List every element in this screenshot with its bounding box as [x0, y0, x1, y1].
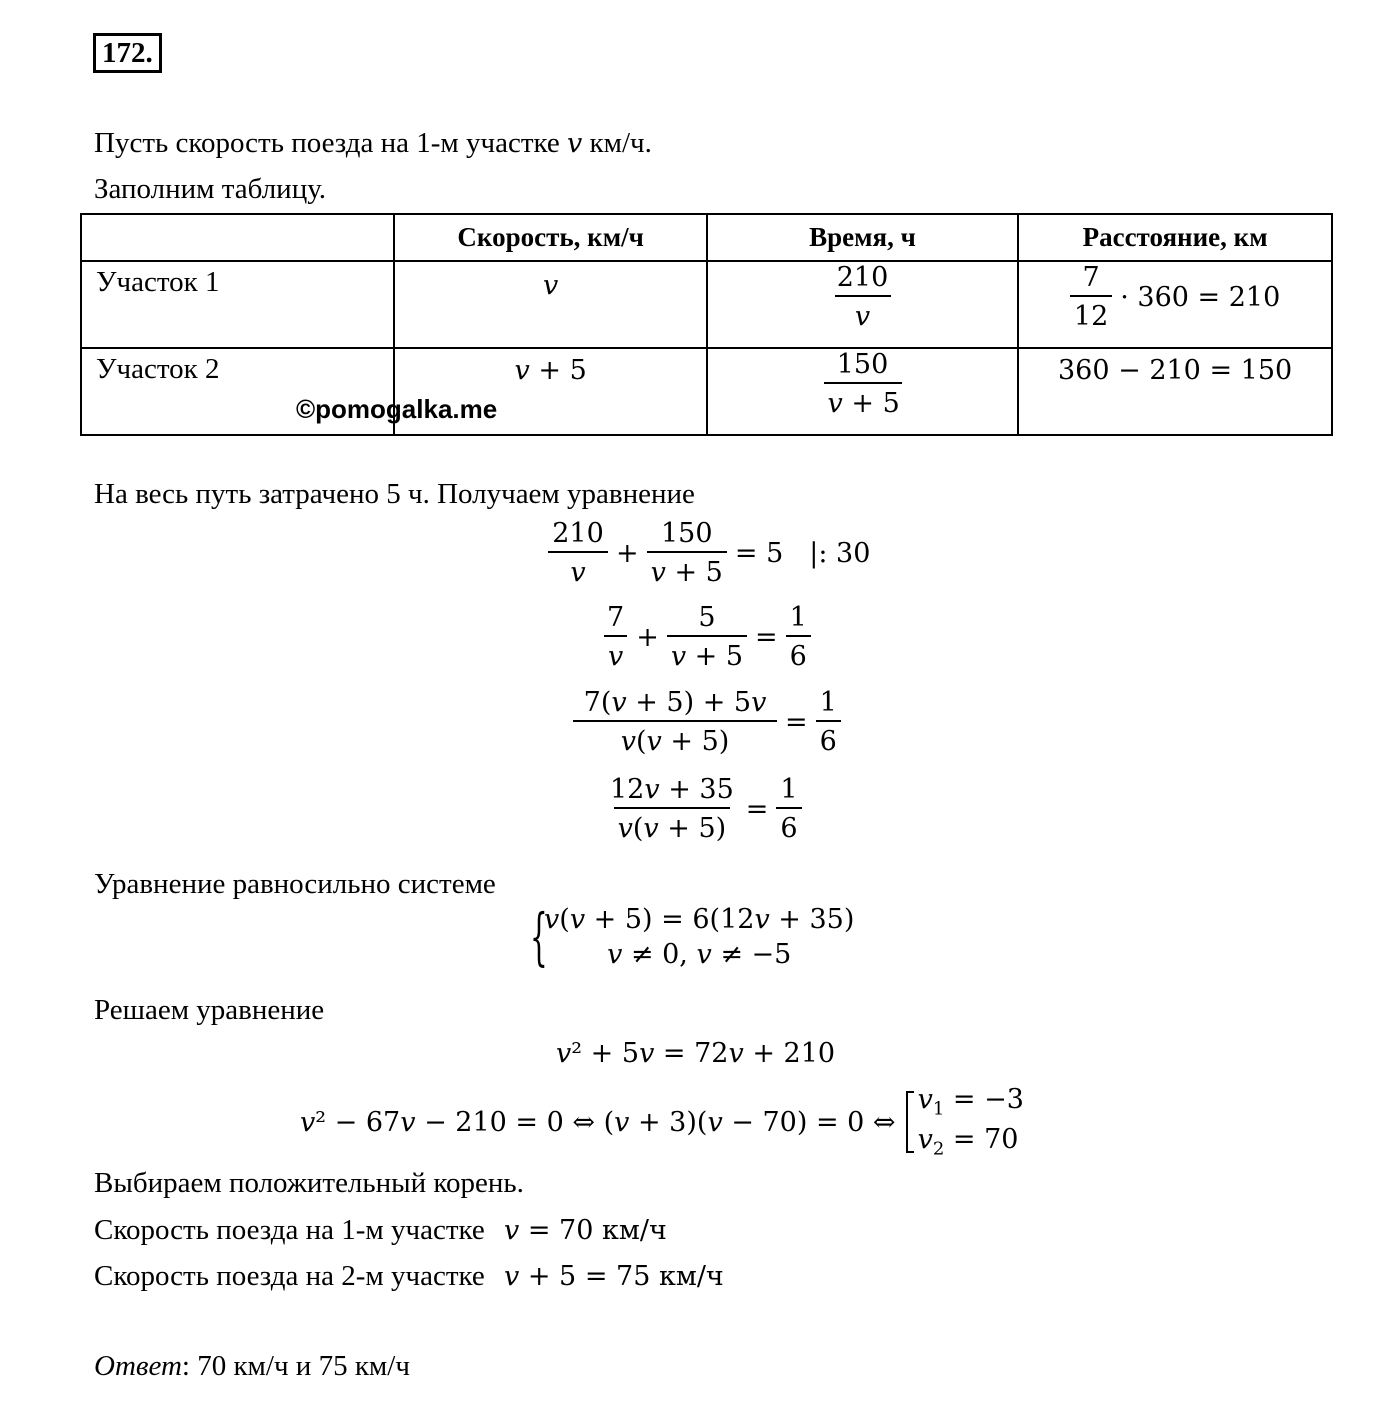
row1-time-fraction — [833, 264, 893, 330]
eq2-fraction-b — [667, 604, 747, 670]
table-header-time: Время, ч — [707, 214, 1018, 261]
answer-label: Ответ — [94, 1350, 182, 1382]
eq3-rhs-fraction — [816, 689, 841, 755]
row1-time-numerator: 210 — [836, 262, 889, 293]
eq2-rhs-fraction — [786, 604, 811, 670]
eq4-rhs-fraction — [776, 776, 801, 842]
eq1-rhs: = 5 — [734, 537, 784, 569]
speed-2-value: v + 5 = 75 км/ч — [504, 1261, 724, 1292]
equation-6-main: v² − 67v − 210 = 0 ⇔ (v + 3)(v − 70) = 0 ⇔ — [300, 1106, 896, 1138]
intro-line-2: Заполним таблицу. — [94, 173, 327, 205]
row1-distance-numerator: 7 — [1082, 262, 1100, 293]
system-brace-icon: { — [530, 900, 548, 973]
eq1-fraction-a — [548, 520, 608, 586]
eq2-equals: = — [755, 621, 778, 653]
speed-1-line — [94, 1213, 667, 1247]
row2-time-numerator: 150 — [836, 349, 889, 380]
system-line: Уравнение равносильно системе — [94, 868, 496, 900]
equation-6 — [300, 1086, 1024, 1159]
solve-line: Решаем уравнение — [94, 994, 325, 1026]
root-1: $v_1 = -3$ — [917, 1084, 1024, 1120]
eq4-fraction — [606, 776, 738, 842]
equation-1 — [548, 520, 870, 586]
eq1-a-numerator: 210 — [552, 518, 604, 549]
row1-distance-fraction — [1070, 264, 1112, 330]
eq2-b-denominator: v + 5 — [667, 635, 747, 670]
eq1-a-denominator: v — [548, 551, 608, 586]
row1-time-denominator: v — [835, 295, 891, 330]
total-time-line: На весь путь затрачено 5 ч. Получаем уравнение — [94, 478, 695, 510]
eq3-rhs-denominator: 6 — [816, 720, 841, 755]
eq3-fraction — [573, 689, 777, 755]
row1-label: Участок 1 — [81, 261, 394, 348]
table-row — [81, 261, 1332, 348]
row2-time-fraction — [824, 351, 902, 417]
roots — [918, 1086, 1024, 1159]
eq3-equals: = — [785, 706, 808, 738]
table-row — [81, 348, 1332, 435]
eq3-numerator: 7(v + 5) + 5v — [583, 687, 767, 718]
system-lines — [544, 906, 854, 968]
problem-number: 172. — [93, 33, 162, 73]
row1-time-cell — [707, 261, 1018, 348]
equation-system — [530, 900, 855, 973]
system-line-1: v(v + 5) = 6(12v + 35) — [544, 904, 855, 935]
equation-3 — [573, 689, 841, 755]
eq4-rhs-numerator: 1 — [780, 774, 798, 805]
table-header-speed: Скорость, км/ч — [394, 214, 706, 261]
row2-distance-cell — [1018, 348, 1332, 435]
eq4-rhs-denominator: 6 — [776, 807, 801, 842]
speed-2-line — [94, 1259, 724, 1293]
eq2-b-numerator: 5 — [698, 602, 716, 633]
row1-distance-denominator: 12 — [1070, 295, 1112, 330]
roots-bracket-icon — [906, 1091, 914, 1153]
intro-variable: v — [567, 128, 583, 159]
row1-distance — [1019, 264, 1331, 330]
root-2: $v_2 = 70$ — [917, 1124, 1019, 1160]
eq2-fraction-a — [603, 604, 628, 670]
answer-line — [94, 1349, 410, 1383]
choose-line: Выбираем положительный корень. — [94, 1167, 524, 1199]
eq3-rhs-numerator: 1 — [819, 687, 837, 718]
data-table — [80, 213, 1333, 436]
eq1-b-denominator: v + 5 — [647, 551, 727, 586]
watermark: ©pomogalka.me — [296, 394, 498, 424]
eq3-denominator: v(v + 5) — [573, 720, 777, 755]
intro-text: Пусть скорость поезда на 1-м участке — [94, 127, 560, 159]
eq4-denominator: v(v + 5) — [614, 807, 731, 842]
row1-distance-rest: · 360 = 210 — [1120, 281, 1281, 313]
system-line-2: v ≠ 0, v ≠ −5 — [607, 939, 792, 970]
eq2-a-numerator: 7 — [607, 602, 625, 633]
eq1-fraction-b — [647, 520, 727, 586]
intro-unit: км/ч. — [589, 127, 652, 159]
table-header-distance: Расстояние, км — [1018, 214, 1332, 261]
equation-2 — [603, 604, 811, 670]
eq2-plus: + — [636, 621, 659, 653]
row2-speed: v + 5 — [514, 355, 587, 386]
row1-speed: v — [543, 270, 559, 301]
table-header-empty — [81, 214, 394, 261]
equation-4 — [606, 776, 802, 842]
answer-text: : 70 км/ч и 75 км/ч — [181, 1350, 410, 1382]
table-header-row — [81, 214, 1332, 261]
eq2-rhs-denominator: 6 — [786, 635, 811, 670]
eq1-note: |: 30 — [809, 537, 871, 569]
eq1-b-numerator: 150 — [660, 518, 713, 549]
intro-line-1 — [94, 126, 652, 160]
equation-5: v² + 5v = 72v + 210 — [556, 1038, 836, 1069]
eq4-equals: = — [745, 793, 769, 825]
row2-time-denominator: v + 5 — [824, 382, 902, 417]
eq1-plus: + — [616, 537, 639, 569]
speed-1-text: Скорость поезда на 1-м участке — [94, 1214, 485, 1246]
row1-distance-cell — [1018, 261, 1332, 348]
eq4-numerator: 12v + 35 — [610, 774, 734, 805]
row2-time-cell — [707, 348, 1018, 435]
row2-label: Участок 2 — [81, 348, 394, 435]
row2-distance: 360 − 210 = 150 — [1058, 355, 1293, 386]
eq2-rhs-numerator: 1 — [789, 602, 807, 633]
speed-2-text: Скорость поезда на 2-м участке — [94, 1260, 485, 1292]
speed-1-value: v = 70 км/ч — [504, 1215, 667, 1246]
row1-speed-cell — [394, 261, 706, 348]
eq2-a-denominator: v — [604, 635, 627, 670]
